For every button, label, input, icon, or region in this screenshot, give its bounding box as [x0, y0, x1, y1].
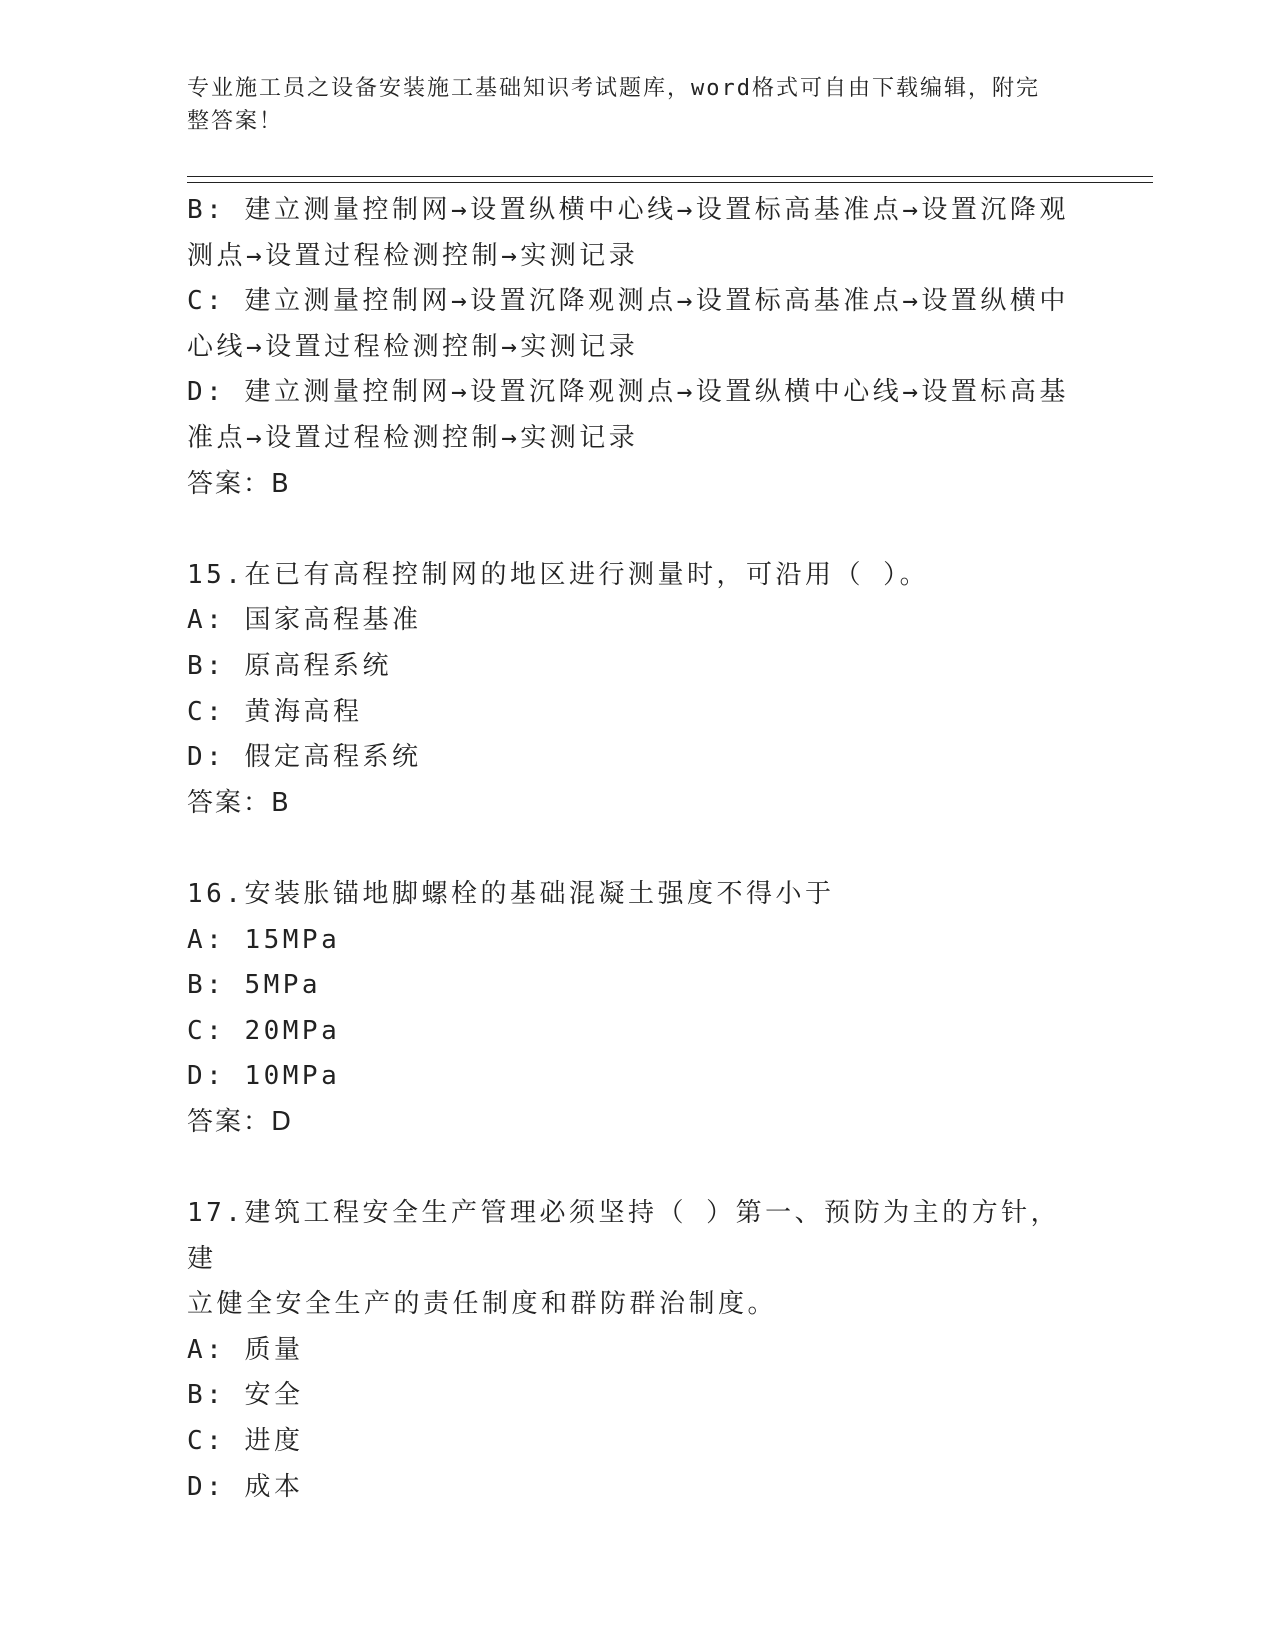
- header-divider-bottom: [187, 182, 1153, 183]
- q16-option-d: D: 10MPa: [187, 1061, 341, 1092]
- q17-option-b: B: 安全: [187, 1380, 304, 1411]
- q14-option-b-line-2: 测点→设置过程检测控制→实测记录: [187, 240, 639, 271]
- q14-option-d-line-2: 准点→设置过程检测控制→实测记录: [187, 422, 639, 453]
- question-15: [187, 553, 1087, 827]
- q17-option-d: D: 成本: [187, 1471, 304, 1502]
- q16-option-b: B: 5MPa: [187, 970, 322, 1001]
- q17-option-a: A: 质量: [187, 1334, 304, 1365]
- spacer: [187, 826, 1087, 872]
- q15-answer: 答案：B: [187, 787, 291, 818]
- q14-option-d-line-1: D: 建立测量控制网→设置沉降观测点→设置纵横中心线→设置标高基: [187, 377, 1069, 408]
- q17-question-line-2: 立健全安全生产的责任制度和群防群治制度。: [187, 1289, 778, 1320]
- q16-answer: 答案：D: [187, 1106, 294, 1137]
- q17-option-c: C: 进度: [187, 1426, 304, 1457]
- spacer: [187, 507, 1087, 553]
- header-note-line-2: 整答案！: [187, 109, 284, 134]
- q15-question: 15.在已有高程控制网的地区进行测量时，可沿用（ ）。: [187, 559, 930, 590]
- q15-option-c: C: 黄海高程: [187, 696, 363, 727]
- spacer: [187, 1145, 1087, 1191]
- q14-answer: 答案：B: [187, 468, 291, 499]
- q16-question: 16.安装胀锚地脚螺栓的基础混凝土强度不得小于: [187, 878, 835, 909]
- q14-option-c-line-2: 心线→设置过程检测控制→实测记录: [187, 331, 639, 362]
- header-note: [187, 72, 1067, 138]
- q15-option-b: B: 原高程系统: [187, 650, 392, 681]
- question-list: [187, 188, 1087, 1510]
- question-16: [187, 872, 1087, 1146]
- q15-option-d: D: 假定高程系统: [187, 742, 422, 773]
- header-divider-top: [187, 176, 1153, 177]
- q14-option-b-line-1: B: 建立测量控制网→设置纵横中心线→设置标高基准点→设置沉降观: [187, 195, 1069, 225]
- q15-option-a: A: 国家高程基准: [187, 605, 422, 636]
- question-14: [187, 188, 1087, 507]
- question-17: [187, 1191, 1087, 1510]
- header-note-line-1: 专业施工员之设备安装施工基础知识考试题库，word格式可自由下载编辑，附完: [187, 76, 1040, 101]
- q14-option-c-line-1: C: 建立测量控制网→设置沉降观测点→设置标高基准点→设置纵横中: [187, 286, 1069, 317]
- q16-option-a: A: 15MPa: [187, 924, 341, 955]
- q16-option-c: C: 20MPa: [187, 1015, 341, 1046]
- q17-question-line-1: 17.建筑工程安全生产管理必须坚持（ ）第一、预防为主的方针，建: [187, 1198, 1061, 1274]
